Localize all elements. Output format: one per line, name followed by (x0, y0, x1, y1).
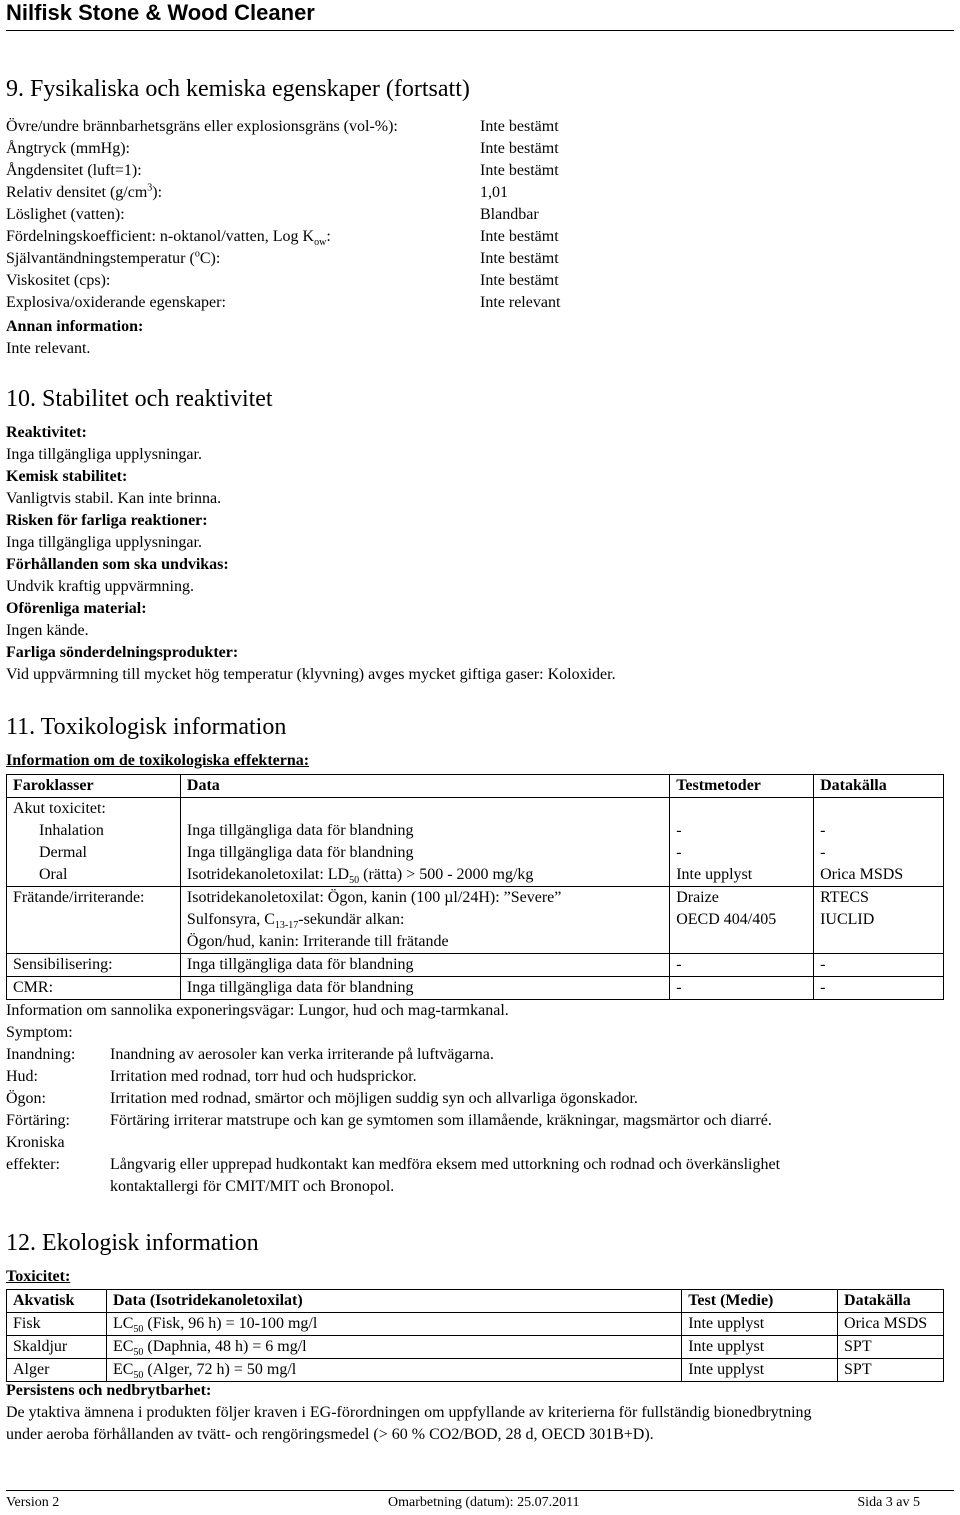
prop-label: Övre/undre brännbarhetsgräns eller explosionsgräns (vol-%): (6, 118, 398, 135)
data-text-sub: 50 (133, 1370, 144, 1382)
data-text-part: (rätta) > 500 - 2000 mg/kg (359, 866, 534, 883)
source-cell: SPT (838, 1359, 944, 1382)
prop-label-text: Relativ densitet (g/cm (6, 184, 148, 201)
chronic-text: Långvarig eller upprepad hudkontakt kan medföra eksem med uttorkning och rodnad och överkänslighet (110, 1156, 781, 1173)
section-9-title: 9. Fysikaliska och kemiska egenskaper (fortsatt) (6, 76, 470, 102)
data-text: Inga tillgängliga data för blandning (180, 954, 669, 977)
data-text-part: LC (112, 1315, 134, 1332)
table-header-row (7, 1290, 944, 1313)
source-text: - (820, 844, 826, 861)
data-text-part: Sulfonsyra, C (186, 911, 275, 928)
data-text-part: EC (112, 1361, 134, 1378)
symptom-text: Förtäring irriterar matstrupe och kan ge symtomen som illamående, kräkningar, magsmärtor och diarré. (110, 1112, 772, 1129)
avoid-conditions-text: Undvik kraftig uppvärmning. (6, 578, 194, 595)
acute-data-cell (180, 798, 669, 887)
eco-table (6, 1289, 944, 1382)
table-row (7, 1336, 944, 1359)
data-text-part: (Alger, 72 h) = 50 mg/l (143, 1361, 297, 1378)
incompatible-heading: Oförenliga material: (6, 600, 147, 617)
table-row (7, 887, 944, 954)
data-text-sub: 50 (133, 1324, 144, 1336)
data-text-sub: 50 (349, 875, 360, 887)
organism-cell: Fisk (7, 1313, 107, 1336)
prop-value: Inte bestämt (480, 140, 559, 157)
source-text: IUCLID (820, 911, 875, 928)
source-text: - (820, 822, 826, 839)
irritant-source-cell (814, 887, 944, 954)
data-text (187, 864, 663, 886)
source-text: Orica MSDS (820, 866, 904, 883)
test-cell: Inte upplyst (682, 1313, 838, 1336)
data-text: Inga tillgängliga data för blandning (186, 822, 414, 839)
symptom-label: Inandning: (6, 1046, 76, 1063)
organism-cell: Alger (7, 1359, 107, 1382)
prop-label: Ångtryck (mmHg): (6, 140, 130, 157)
chronic-label: Kroniska (6, 1134, 65, 1151)
prop-label: Viskositet (cps): (6, 272, 111, 289)
column-header: Akvatisk (7, 1290, 107, 1313)
persistence-heading: Persistens och nedbrytbarhet: (6, 1382, 212, 1399)
table-row (7, 977, 944, 1000)
footer-page: Sida 3 av 5 (857, 1495, 920, 1510)
method-text: Draize (676, 889, 719, 906)
prop-label-sup: 3 (147, 182, 153, 194)
symptom-heading: Symptom: (6, 1024, 73, 1041)
prop-label: Ångdensitet (luft=1): (6, 162, 142, 179)
hazard-reactions-heading: Risken för farliga reaktioner: (6, 512, 208, 529)
prop-label-text: C): (199, 250, 221, 267)
symptom-label: Ögon: (6, 1090, 46, 1107)
source-text: - (814, 977, 944, 1000)
footer-revision: Omarbetning (datum): 25.07.2011 (388, 1495, 580, 1510)
prop-label (6, 184, 162, 202)
footer-rule (6, 1490, 954, 1491)
data-cell (106, 1313, 681, 1336)
symptom-label: Hud: (6, 1068, 38, 1085)
column-header: Datakälla (838, 1290, 944, 1313)
other-info-text: Inte relevant. (6, 340, 91, 357)
prop-label-text: : (326, 228, 331, 245)
data-text-sub: 13-17 (274, 920, 299, 932)
source-text: RTECS (820, 889, 869, 906)
source-cell: Orica MSDS (838, 1313, 944, 1336)
column-header: Testmetoder (670, 775, 814, 798)
decomposition-text: Vid uppvärmning till mycket hög temperatur (klyvning) avges mycket giftiga gaser: Koloxider. (6, 666, 616, 683)
exposure-routes: Information om sannolika exponeringsvägar: Lungor, hud och mag-tarmkanal. (6, 1002, 509, 1019)
acute-method-cell (670, 798, 814, 887)
symptom-text: Inandning av aerosoler kan verka irriterande på luftvägarna. (110, 1046, 494, 1063)
symptom-text: Irritation med rodnad, torr hud och hudsprickor. (110, 1068, 417, 1085)
hazard-reactions-text: Inga tillgängliga upplysningar. (6, 534, 202, 551)
chronic-label: effekter: (6, 1156, 60, 1173)
method-text: - (670, 954, 814, 977)
prop-label: Explosiva/oxiderande egenskaper: (6, 294, 226, 311)
method-text: - (676, 822, 682, 839)
column-header: Test (Medie) (682, 1290, 838, 1313)
data-text-part: Isotridekanoletoxilat: LD (186, 866, 350, 883)
persistence-text: De ytaktiva ämnena i produkten följer kraven i EG-förordningen om uppfyllande av kriterierna för fullständig bionedbrytning (6, 1404, 812, 1421)
tox-effects-heading: Information om de toxikologiska effekterna: (6, 752, 310, 769)
data-cell (106, 1336, 681, 1359)
column-header: Datakälla (814, 775, 944, 798)
data-text-part: -sekundär alkan: (298, 911, 405, 928)
stability-heading: Kemisk stabilitet: (6, 468, 128, 485)
prop-value: Inte bestämt (480, 118, 559, 135)
method-text: - (676, 844, 682, 861)
section-11-title: 11. Toxikologisk information (6, 714, 287, 740)
method-text: - (670, 977, 814, 1000)
data-text-sub: 50 (133, 1347, 144, 1359)
data-text: Inga tillgängliga data för blandning (180, 977, 669, 1000)
prop-label-text: Fördelningskoefficient: n-oktanol/vatten, Log K (6, 228, 315, 245)
document-title: Nilfisk Stone & Wood Cleaner (6, 0, 315, 25)
column-header: Data (180, 775, 669, 798)
irritant-method-cell (670, 887, 814, 954)
table-row (7, 1313, 944, 1336)
symptom-text: Irritation med rodnad, smärtor och möjligen suddig syn och allvarliga ögonskador. (110, 1090, 638, 1107)
decomposition-heading: Farliga sönderdelningsprodukter: (6, 644, 239, 661)
source-text: - (814, 954, 944, 977)
irritant-data-cell (180, 887, 669, 954)
route-label: Oral (39, 866, 68, 883)
column-header: Faroklasser (7, 775, 181, 798)
prop-value: Inte bestämt (480, 162, 559, 179)
reactivity-heading: Reaktivitet: (6, 424, 87, 441)
table-row (7, 798, 944, 887)
other-info-heading: Annan information: (6, 318, 144, 335)
method-text: OECD 404/405 (676, 911, 777, 928)
row-label: CMR: (7, 977, 181, 1000)
chronic-text: kontaktallergi för CMIT/MIT och Bronopol. (110, 1178, 395, 1195)
avoid-conditions-heading: Förhållanden som ska undvikas: (6, 556, 229, 573)
prop-value: 1,01 (480, 184, 508, 201)
prop-label: Löslighet (vatten): (6, 206, 125, 223)
header-rule (6, 30, 954, 31)
data-text (187, 909, 663, 931)
toxicity-heading: Toxicitet: (6, 1268, 71, 1285)
section-12-title: 12. Ekologisk information (6, 1230, 259, 1256)
row-label: Sensibilisering: (7, 954, 181, 977)
organism-cell: Skaldjur (7, 1336, 107, 1359)
table-row (7, 954, 944, 977)
irritant-label: Frätande/irriterande: (7, 887, 181, 954)
data-text-part: (Daphnia, 48 h) = 6 mg/l (143, 1338, 307, 1355)
table-row (7, 1359, 944, 1382)
incompatible-text: Ingen kände. (6, 622, 89, 639)
route-label: Dermal (39, 844, 87, 861)
symptom-label: Förtäring: (6, 1112, 70, 1129)
data-text: Ögon/hud, kanin: Irriterande till frätande (186, 933, 449, 950)
prop-value: Inte relevant (480, 294, 561, 311)
test-cell: Inte upplyst (682, 1336, 838, 1359)
acute-tox-label: Akut toxicitet: (13, 800, 106, 817)
data-text: Isotridekanoletoxilat: Ögon, kanin (100 µl/24H): ”Severe” (186, 889, 562, 906)
stability-text: Vanligtvis stabil. Kan inte brinna. (6, 490, 222, 507)
data-text-part: EC (112, 1338, 134, 1355)
test-cell: Inte upplyst (682, 1359, 838, 1382)
table-header-row (7, 775, 944, 798)
column-header: Data (Isotridekanoletoxilat) (106, 1290, 681, 1313)
persistence-text: under aeroba förhållanden av tvätt- och rengöringsmedel (> 60 % CO2/BOD, 28 d, OECD 301B+D). (6, 1426, 654, 1443)
prop-value: Blandbar (480, 206, 539, 223)
prop-value: Inte bestämt (480, 272, 559, 289)
prop-label (6, 250, 220, 268)
prop-label-text: ): (152, 184, 163, 201)
route-label: Inhalation (39, 822, 104, 839)
prop-label (6, 228, 331, 249)
data-cell (106, 1359, 681, 1382)
prop-label-text: Självantändningstemperatur ( (6, 250, 195, 267)
prop-label-sub: ow (314, 237, 327, 249)
data-text: Inga tillgängliga data för blandning (186, 844, 414, 861)
source-cell: SPT (838, 1336, 944, 1359)
acute-tox-cell (7, 798, 181, 887)
reactivity-text: Inga tillgängliga upplysningar. (6, 446, 202, 463)
toxicology-table (6, 774, 944, 1000)
method-text: Inte upplyst (676, 866, 753, 883)
data-text-part: (Fisk, 96 h) = 10-100 mg/l (143, 1315, 318, 1332)
section-10-title: 10. Stabilitet och reaktivitet (6, 386, 273, 412)
footer-version: Version 2 (6, 1495, 60, 1510)
prop-value: Inte bestämt (480, 228, 559, 245)
prop-value: Inte bestämt (480, 250, 559, 267)
prop-label-sup: o (194, 248, 200, 260)
acute-source-cell (814, 798, 944, 887)
